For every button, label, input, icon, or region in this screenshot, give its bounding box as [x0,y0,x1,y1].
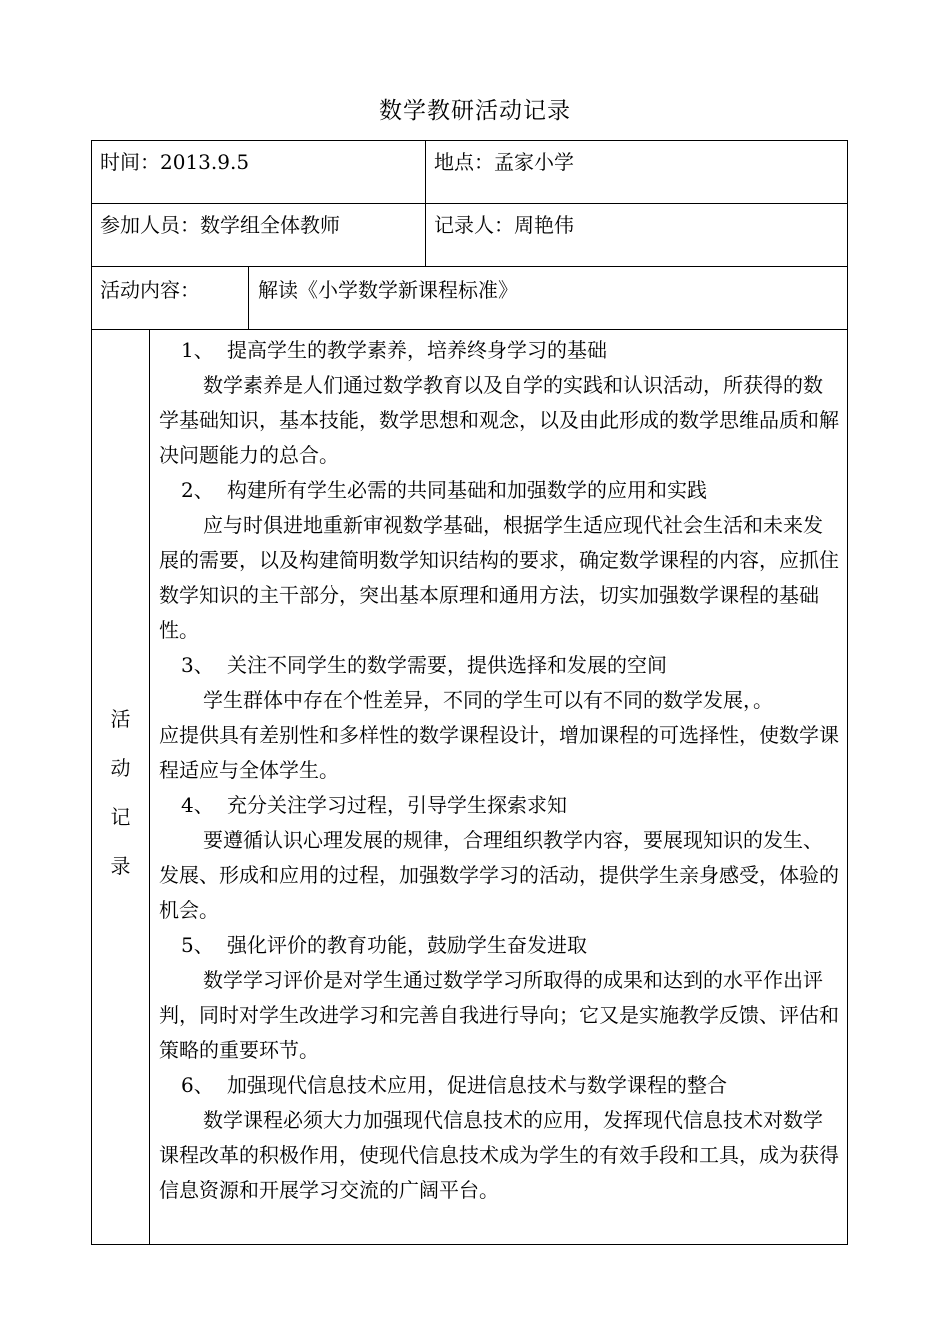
participants-cell: 参加人员：数学组全体教师 [100,213,340,237]
section-heading [159,1068,839,1103]
section-body: 数学课程必须大力加强现代信息技术的应用，发挥现代信息技术对数学课程改革的积极作用，使现代信息技术成为学生的有效手段和工具，成为获得信息资源和开展学习交流的广阔平台。 [159,1108,839,1202]
table-border-right [847,140,848,1245]
record-label-char: 动 [110,756,131,780]
table-border-bottom [91,1244,848,1245]
section-heading-text: 构建所有学生必需的共同基础和加强数学的应用和实践 [227,478,707,502]
record-label-char: 活 [110,707,131,731]
section-body: 应与时俱进地重新审视数学基础，根据学生适应现代社会生活和未来发展的需要，以及构建简明数学知识结构的要求，确定数学课程的内容，应抓住数学知识的主干部分，突出基本原理和通用方法，切实加强数学课程的基础性。 [159,513,839,642]
column-divider-content [248,266,249,330]
section-number: 5、 [181,933,214,957]
place-cell: 地点：孟家小学 [434,150,574,174]
section-heading-text: 提高学生的教学素养，培养终身学习的基础 [227,338,607,362]
section-number: 3、 [181,653,214,677]
section-heading [159,928,839,963]
section-body: 数学素养是人们通过数学教育以及自学的实践和认识活动，所获得的数学基础知识，基本技能，数学思想和观念，以及由此形成的数学思维品质和解决问题能力的总合。 [159,373,839,467]
activity-record-body [159,333,839,1208]
recorder-cell: 记录人：周艳伟 [434,213,574,237]
section-number: 1、 [181,338,214,362]
content-label-cell: 活动内容： [100,278,200,302]
section-body: 要遵循认识心理发展的规律，合理组织教学内容，要展现知识的发生、发展、形成和应用的过程，加强数学学习的活动，提供学生亲身感受，体验的机会。 [159,828,839,922]
column-divider-record [149,329,150,1245]
content-value-cell: 解读《小学数学新课程标准》 [258,278,518,302]
section-number: 2、 [181,478,214,502]
record-label-char: 录 [110,854,131,878]
section-body: 应提供具有差别性和多样性的数学课程设计，增加课程的可选择性，使数学课程适应与全体学生。 [159,723,839,782]
row-divider-1 [91,203,848,204]
record-label-char: 记 [110,805,131,829]
row-divider-2 [91,266,848,267]
section-heading-text: 充分关注学习过程，引导学生探索求知 [227,793,567,817]
document-title: 数学教研活动记录 [379,98,571,124]
section-heading [159,788,839,823]
activity-record-label [92,695,149,891]
section-number: 6、 [181,1073,214,1097]
section-heading-text: 加强现代信息技术应用，促进信息技术与数学课程的整合 [227,1073,727,1097]
section-heading-text: 强化评价的教育功能，鼓励学生奋发进取 [227,933,587,957]
section-heading-text: 关注不同学生的数学需要，提供选择和发展的空间 [227,653,667,677]
section-body-first-line: 学生群体中存在个性差异，不同的学生可以有不同的数学发展，。 [203,688,773,712]
table-border-top [91,140,848,141]
section-body: 数学学习评价是对学生通过数学学习所取得的成果和达到的水平作出评判，同时对学生改进学习和完善自我进行导向；它又是实施教学反馈、评估和策略的重要环节。 [159,968,839,1062]
row-divider-3 [91,329,848,330]
table-border-left [91,140,92,1245]
section-heading [159,648,839,683]
section-number: 4、 [181,793,214,817]
section-heading [159,333,839,368]
section-heading [159,473,839,508]
column-divider-top [425,140,426,267]
time-cell: 时间：2013.9.5 [100,150,250,174]
